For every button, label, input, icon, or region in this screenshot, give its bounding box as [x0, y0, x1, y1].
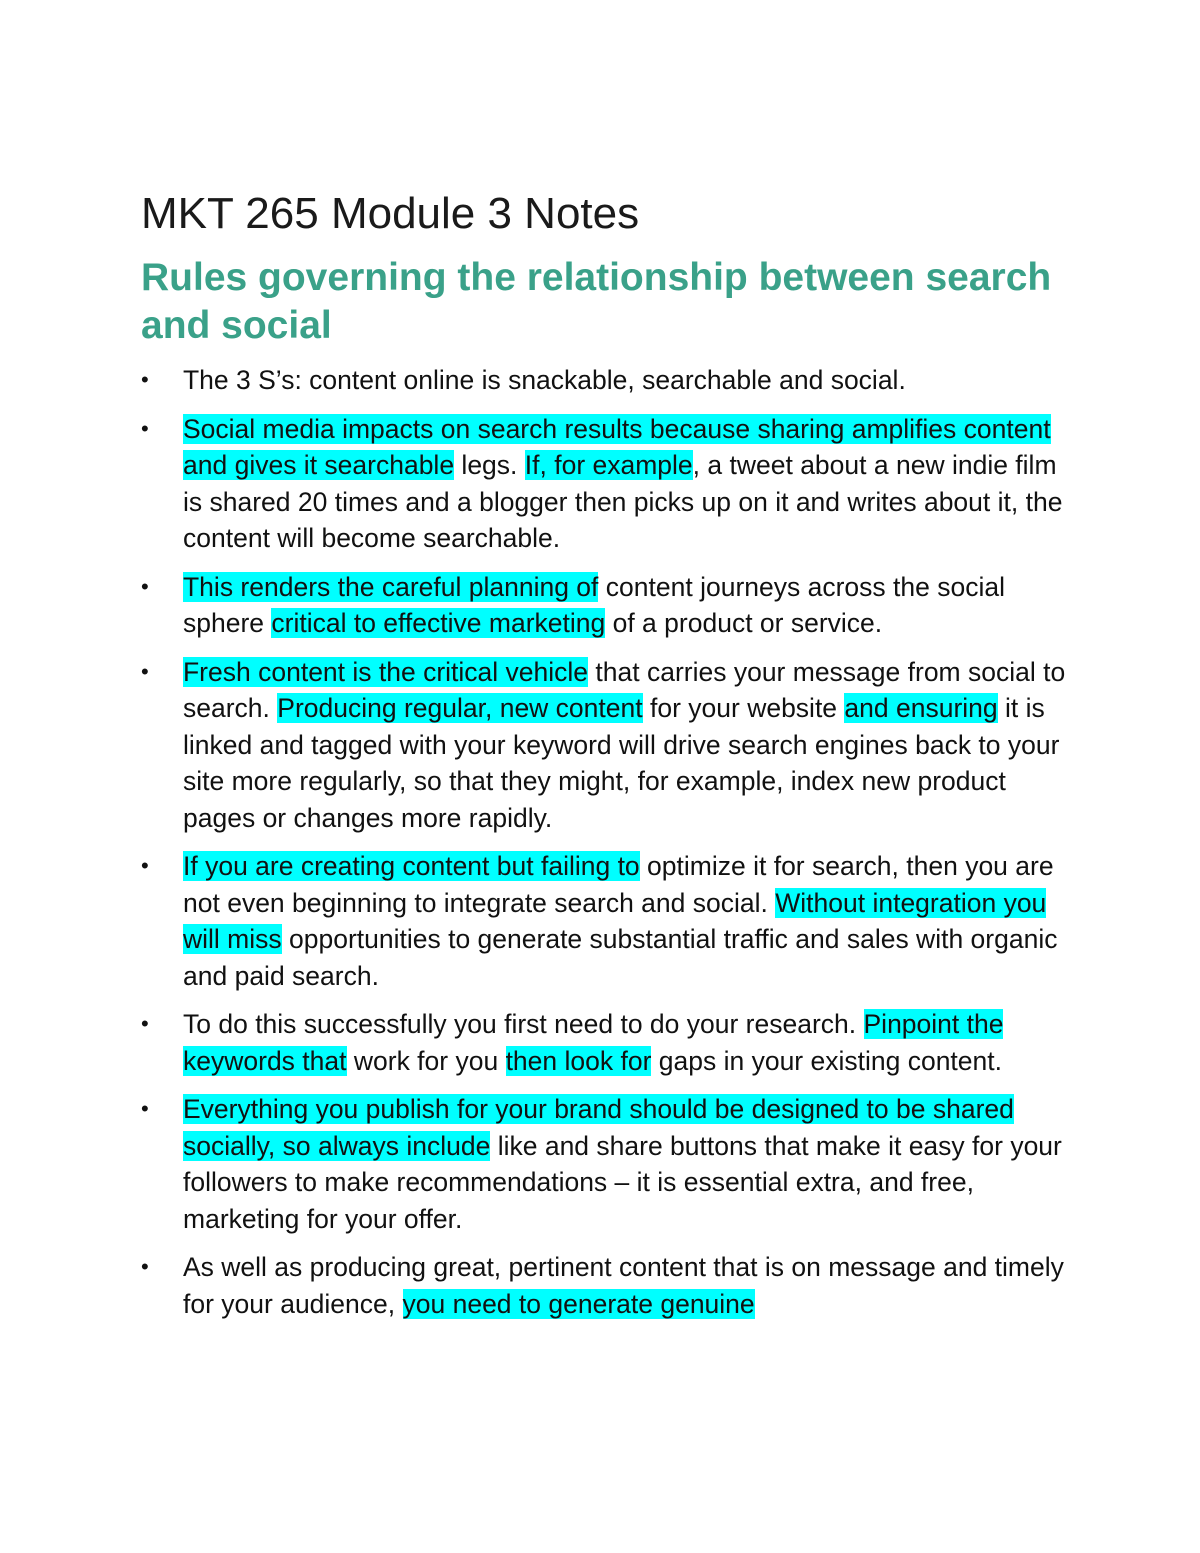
bullet-dot-icon: • — [141, 367, 149, 392]
bullet-dot-icon: • — [141, 573, 149, 599]
highlighted-text: Social media impacts on search results because sharing amplifies content and gives it searchable — [183, 413, 1051, 480]
text-run: As well as producing great, pertinent content that is on message and timely for your audience, — [183, 1252, 1064, 1319]
bullet-dot-icon: • — [141, 1096, 149, 1121]
highlighted-text: you need to generate genuine — [402, 1288, 755, 1319]
text-run: The 3 S’s: content online is snackable, searchable and social. — [183, 365, 906, 395]
document-title: MKT 265 Module 3 Notes — [141, 189, 640, 238]
highlighted-text: If, for example — [524, 450, 693, 480]
bullet-item — [141, 1249, 1071, 1322]
text-run: opportunities to generate substantial traffic and sales with organic and paid search. — [183, 924, 1058, 991]
text-run: legs. — [454, 450, 525, 480]
section-heading: Rules governing the relationship between search and social — [141, 256, 1052, 347]
bullet-item — [141, 569, 1071, 642]
bullet-list — [141, 362, 1071, 1334]
highlighted-text: then look for — [505, 1045, 652, 1076]
highlighted-text: and ensuring — [844, 693, 998, 723]
highlighted-text: If you are creating content but failing to — [183, 851, 640, 881]
bullet-item — [141, 362, 1071, 399]
highlighted-text: critical to effective marketing — [271, 608, 606, 638]
text-run: gaps in your existing content. — [651, 1045, 1003, 1076]
bullet-text — [183, 1009, 1003, 1076]
bullet-text — [183, 851, 1057, 991]
text-run: it is linked and tagged with your keyword will drive search engines back to your site more regularly, so that they might, for example, index new product pages or changes more rapidly. — [183, 693, 1060, 833]
bullet-dot-icon: • — [141, 658, 149, 684]
bullet-text — [183, 365, 906, 395]
bullet-text — [183, 657, 1065, 833]
text-run: To do this successfully you first need to do your research. — [183, 1009, 864, 1039]
text-run: work for you — [346, 1045, 506, 1076]
bullet-text — [183, 1094, 1062, 1234]
bullet-dot-icon: • — [141, 415, 149, 441]
bullet-item — [141, 848, 1071, 994]
text-run: content journeys across the social sphere — [183, 571, 1005, 638]
text-run: of a product or service. — [605, 608, 883, 638]
highlighted-text: Everything you publish for your brand should be designed to be shared socially, so always include — [183, 1094, 1014, 1161]
bullet-dot-icon: • — [141, 1011, 149, 1036]
highlighted-text: Fresh content is the critical vehicle — [183, 656, 589, 687]
bullet-text — [183, 414, 1062, 554]
text-run: for your website — [642, 693, 845, 723]
text-run: like and share buttons that make it easy for your followers to make recommendations – it is essential extra, and free, marketing for your offer. — [183, 1130, 1062, 1234]
bullet-dot-icon: • — [141, 1254, 149, 1279]
highlighted-text: Pinpoint the keywords that — [183, 1009, 1004, 1076]
bullet-dot-icon: • — [141, 853, 149, 878]
bullet-text — [183, 1252, 1064, 1319]
bullet-item — [141, 411, 1071, 557]
text-run: optimize it for search, then you are not even beginning to integrate search and social. — [183, 851, 1054, 918]
highlighted-text: Producing regular, new content — [277, 693, 643, 723]
bullet-item — [141, 1091, 1071, 1237]
bullet-item — [141, 1006, 1071, 1079]
text-run: , a tweet about a new indie film is shared 20 times and a blogger then picks up on it and writes about it, the content will become searchable. — [183, 450, 1063, 553]
bullet-text — [183, 572, 1005, 639]
highlighted-text: This renders the careful planning of — [183, 571, 599, 602]
highlighted-text: Without integration you will miss — [183, 887, 1047, 954]
bullet-item — [141, 654, 1071, 837]
text-run: that carries your message from social to search. — [183, 656, 1066, 723]
